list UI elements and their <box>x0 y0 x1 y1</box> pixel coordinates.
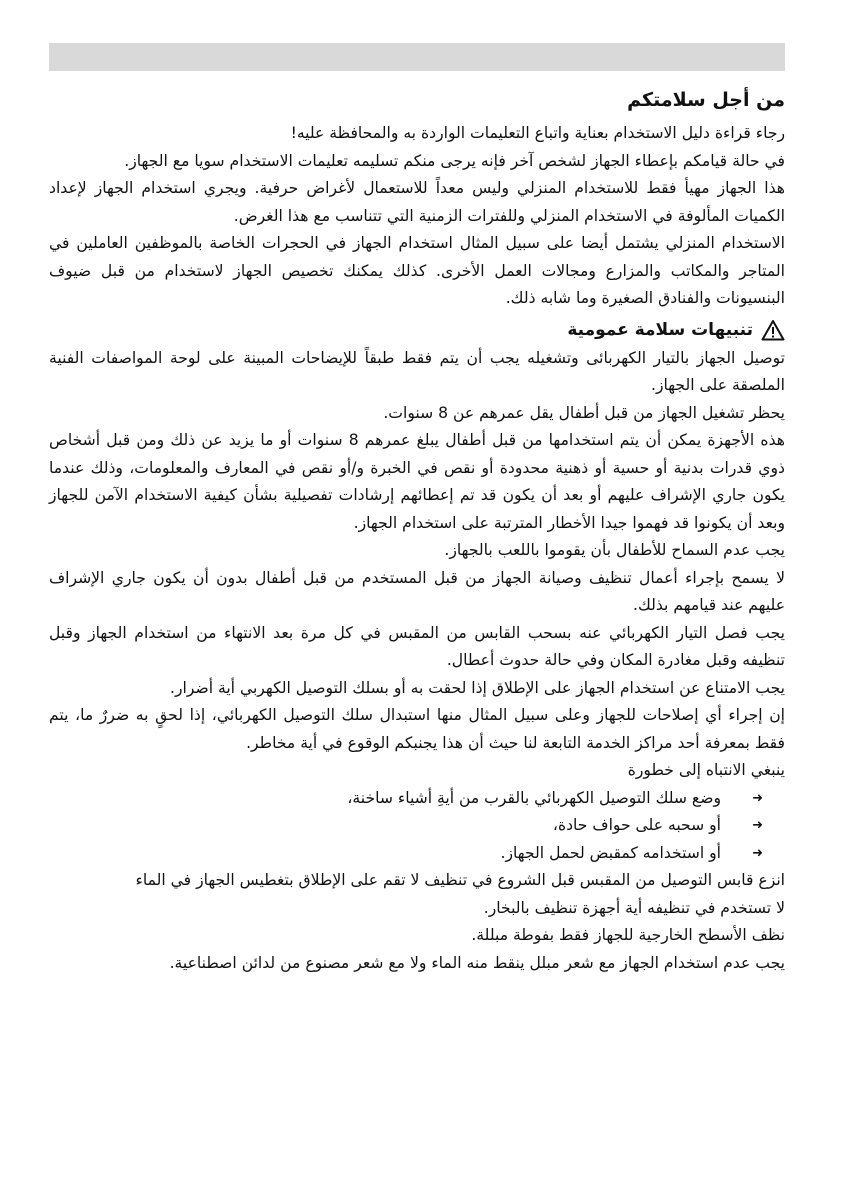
list-item-text: أو استخدامه كمقبض لحمل الجهاز. <box>500 843 721 862</box>
header-bar <box>49 43 785 71</box>
intro-paragraph: في حالة قيامكم بإعطاء الجهاز لشخص آخر فإنه يرجى منكم تسليمه تعليمات الاستخدام سويا مع الجهاز. <box>124 151 785 170</box>
intro-paragraph: رجاء قراءة دليل الاستخدام بعناية واتباع التعليمات الواردة به والمحافظة عليه! <box>290 124 785 142</box>
safety-paragraph: إن إجراء أي إصلاحات للجهاز وعلى سبيل المثال منها استبدال سلك التوصيل الكهربائي، إذا لحقٍ به ضررٌ ما، يتم فقط بمعرفة أحد مراكز الخدمة التابعة لنا حيث أن هذا يجنبكم الوقوع في أية مخاطر. <box>49 706 785 752</box>
hazard-list <box>49 785 785 868</box>
intro-paragraph: الاستخدام المنزلي يشتمل أيضا على سبيل المثال استخدام الجهاز في الحجرات الخاصة بالموظفين العاملين في المتاجر والمكاتب والمزارع ومجالات العمل الأخرى. كذلك يمكنك تخصيص الجهاز لاستخدام من قبل ضيوف البنسيونات والفنادق الصغيرة وما شابه ذلك. <box>49 234 785 307</box>
safety-paragraph: ينبغي الانتباه إلى خطورة <box>627 761 785 779</box>
list-item <box>49 840 763 868</box>
closing-paragraph: يجب عدم استخدام الجهاز مع شعر مبلل ينقط منه الماء ولا مع شعر مصنوع من لدائن اصطناعية. <box>169 953 785 972</box>
safety-paragraph: يجب الامتناع عن استخدام الجهاز على الإطلاق إذا لحقت به أو بسلك التوصيل الكهربي أية أضرار. <box>170 678 785 697</box>
arrow-left-icon: ➜ <box>752 790 763 806</box>
section-heading-text: تنبيهات سلامة عمومية <box>567 319 753 340</box>
list-item-text: أو سحبه على حواف حادة، <box>552 816 721 834</box>
safety-paragraph: توصيل الجهاز بالتيار الكهربائى وتشغيله يجب أن يتم فقط طبقاً للإيضاحات المبينة على لوحة المواصفات الفنية الملصقة على الجهاز. <box>49 348 785 394</box>
arrow-left-icon: ➜ <box>752 818 763 833</box>
safety-paragraph: هذه الأجهزة يمكن أن يتم استخدامها من قبل أطفال يبلغ عمرهم 8 سنوات أو ما يزيد عن ذلك ومن قبل أشخاص ذوي قدرات بدنية أو حسية أو ذهنية محدودة أو نقص في الخبرة و/أو نقص في المعارف والمعلومات، وذلك عندما يكون جاري الإشراف عليهم أو بعد أن يكون قد تم إعطائهم إرشادات تفصيلية بشأن كيفية الاستخدام الآمن للجهاز وبعد أن يكونوا قد فهموا جيدا الأخطار المترتبة على استخدام الجهاز. <box>49 431 785 532</box>
page-heading: من أجل سلامتكم <box>627 89 785 111</box>
closing-paragraph: انزع قابس التوصيل من المقبس قبل الشروع في تنظيف لا تقم على الإطلاق بتغطيس الجهاز في الماء <box>135 871 785 889</box>
section-heading <box>49 315 785 345</box>
list-item-text: وضع سلك التوصيل الكهربائي بالقرب من أيةِ أشياء ساخنة، <box>347 788 721 807</box>
safety-paragraph: يجب عدم السماح للأطفال بأن يقوموا باللعب بالجهاز. <box>444 541 785 559</box>
intro-paragraph: هذا الجهاز مهيأ فقط للاستخدام المنزلي وليس معداً للاستعمال لأغراض حرفية. ويجري استخدام الجهاز لإعداد الكميات المألوفة في الاستخدام المنزلي وللفترات الزمنية التي تتناسب مع هذا الغرض. <box>49 179 785 225</box>
safety-paragraph: يحظر تشغيل الجهاز من قبل أطفال يقل عمرهم عن 8 سنوات. <box>383 403 785 422</box>
closing-paragraph: نظف الأسطح الخارجية للجهاز فقط بفوطة مبللة. <box>471 926 785 944</box>
safety-paragraph: لا يسمح بإجراء أعمال تنظيف وصيانة الجهاز من قبل المستخدم من قبل أطفال بدون أن يكون جاري الإشراف عليهم عند قيامهم بذلك. <box>49 568 785 614</box>
warning-triangle-icon <box>761 319 785 341</box>
list-item <box>49 812 763 840</box>
safety-paragraph: يجب فصل التيار الكهربائي عنه بسحب القابس من المقبس في كل مرة بعد الانتهاء من استخدام الجهاز وقبل تنظيفه وقبل مغادرة المكان وفي حالة حدوث أعطال. <box>49 623 785 669</box>
list-item <box>49 785 763 813</box>
arrow-left-icon: ➜ <box>752 845 763 861</box>
closing-paragraph: لا تستخدم في تنظيفه أية أجهزة تنظيف بالبخار. <box>483 898 785 917</box>
content <box>49 84 785 977</box>
